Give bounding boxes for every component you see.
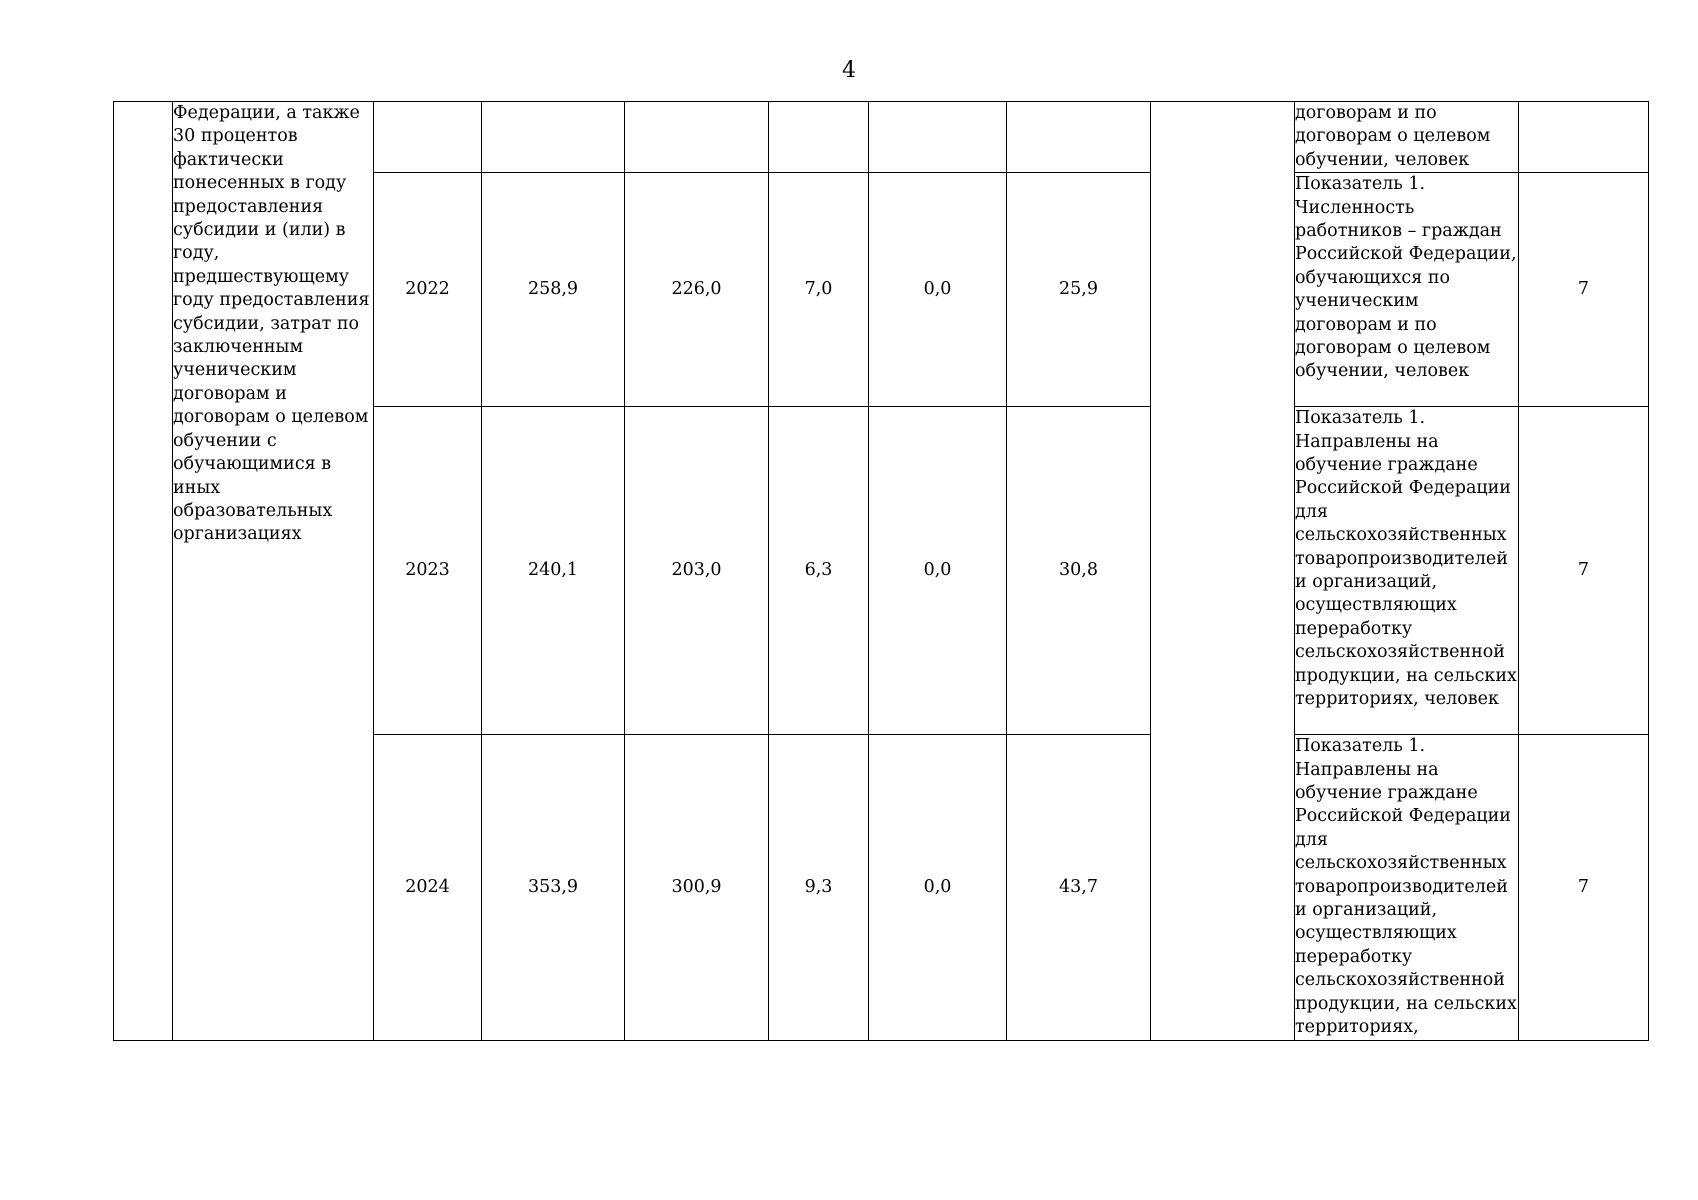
- page-number: 4: [842, 58, 856, 83]
- target-cell: 7: [1519, 407, 1649, 735]
- regional-cell: 7,0: [769, 173, 869, 407]
- other-cell-empty: [1007, 102, 1151, 173]
- federal-cell-empty: [625, 102, 769, 173]
- regional-cell-empty: [769, 102, 869, 173]
- indicator-cell: Показатель 1. Направлены на обучение граждане Российской Федерации для сельскохозяйственных товаропроизводителей и организаций, осуществляющих переработку сельскохозяйственной продукции, на сельских территориях, человек: [1295, 407, 1519, 735]
- target-cell-empty: [1519, 102, 1649, 173]
- target-cell: 7: [1519, 735, 1649, 1040]
- total-cell: 240,1: [482, 407, 625, 735]
- indicator-cell: Показатель 1. Направлены на обучение граждане Российской Федерации для сельскохозяйственных товаропроизводителей и организаций, осуществляющих переработку сельскохозяйственной продукции, на сельских территориях,: [1295, 735, 1519, 1040]
- local-cell: 0,0: [869, 173, 1007, 407]
- indicator-continuation-cell: договорам и по договорам о целевом обучении, человек: [1295, 102, 1519, 173]
- total-cell-empty: [482, 102, 625, 173]
- federal-cell: 300,9: [625, 735, 769, 1040]
- total-cell: 353,9: [482, 735, 625, 1040]
- other-cell: 43,7: [1007, 735, 1151, 1040]
- local-cell-empty: [869, 102, 1007, 173]
- merged-empty-cell: [1151, 102, 1295, 1041]
- federal-cell: 203,0: [625, 407, 769, 735]
- regional-cell: 6,3: [769, 407, 869, 735]
- year-cell-empty: [374, 102, 482, 173]
- indicator-cell: Показатель 1. Численность работников – граждан Российской Федерации, обучающихся по ученическим договорам и по договорам о целевом обучении, человек: [1295, 173, 1519, 407]
- federal-cell: 226,0: [625, 173, 769, 407]
- subsidy-table: [113, 101, 1649, 1041]
- target-cell: 7: [1519, 173, 1649, 407]
- other-cell: 30,8: [1007, 407, 1151, 735]
- local-cell: 0,0: [869, 407, 1007, 735]
- year-cell: 2024: [374, 735, 482, 1040]
- row-number-cell: [114, 102, 173, 1041]
- local-cell: 0,0: [869, 735, 1007, 1040]
- other-cell: 25,9: [1007, 173, 1151, 407]
- measure-description-cell: Федерации, а также 30 процентов фактически понесенных в году предоставления субсидии и (или) в году, предшествующему году предоставления субсидии, затрат по заключенным ученическим договорам и договорам о целевом обучении с обучающимися в иных образовательных организациях: [173, 102, 374, 1041]
- total-cell: 258,9: [482, 173, 625, 407]
- year-cell: 2022: [374, 173, 482, 407]
- regional-cell: 9,3: [769, 735, 869, 1040]
- year-cell: 2023: [374, 407, 482, 735]
- table-row-continuation: [114, 102, 1649, 173]
